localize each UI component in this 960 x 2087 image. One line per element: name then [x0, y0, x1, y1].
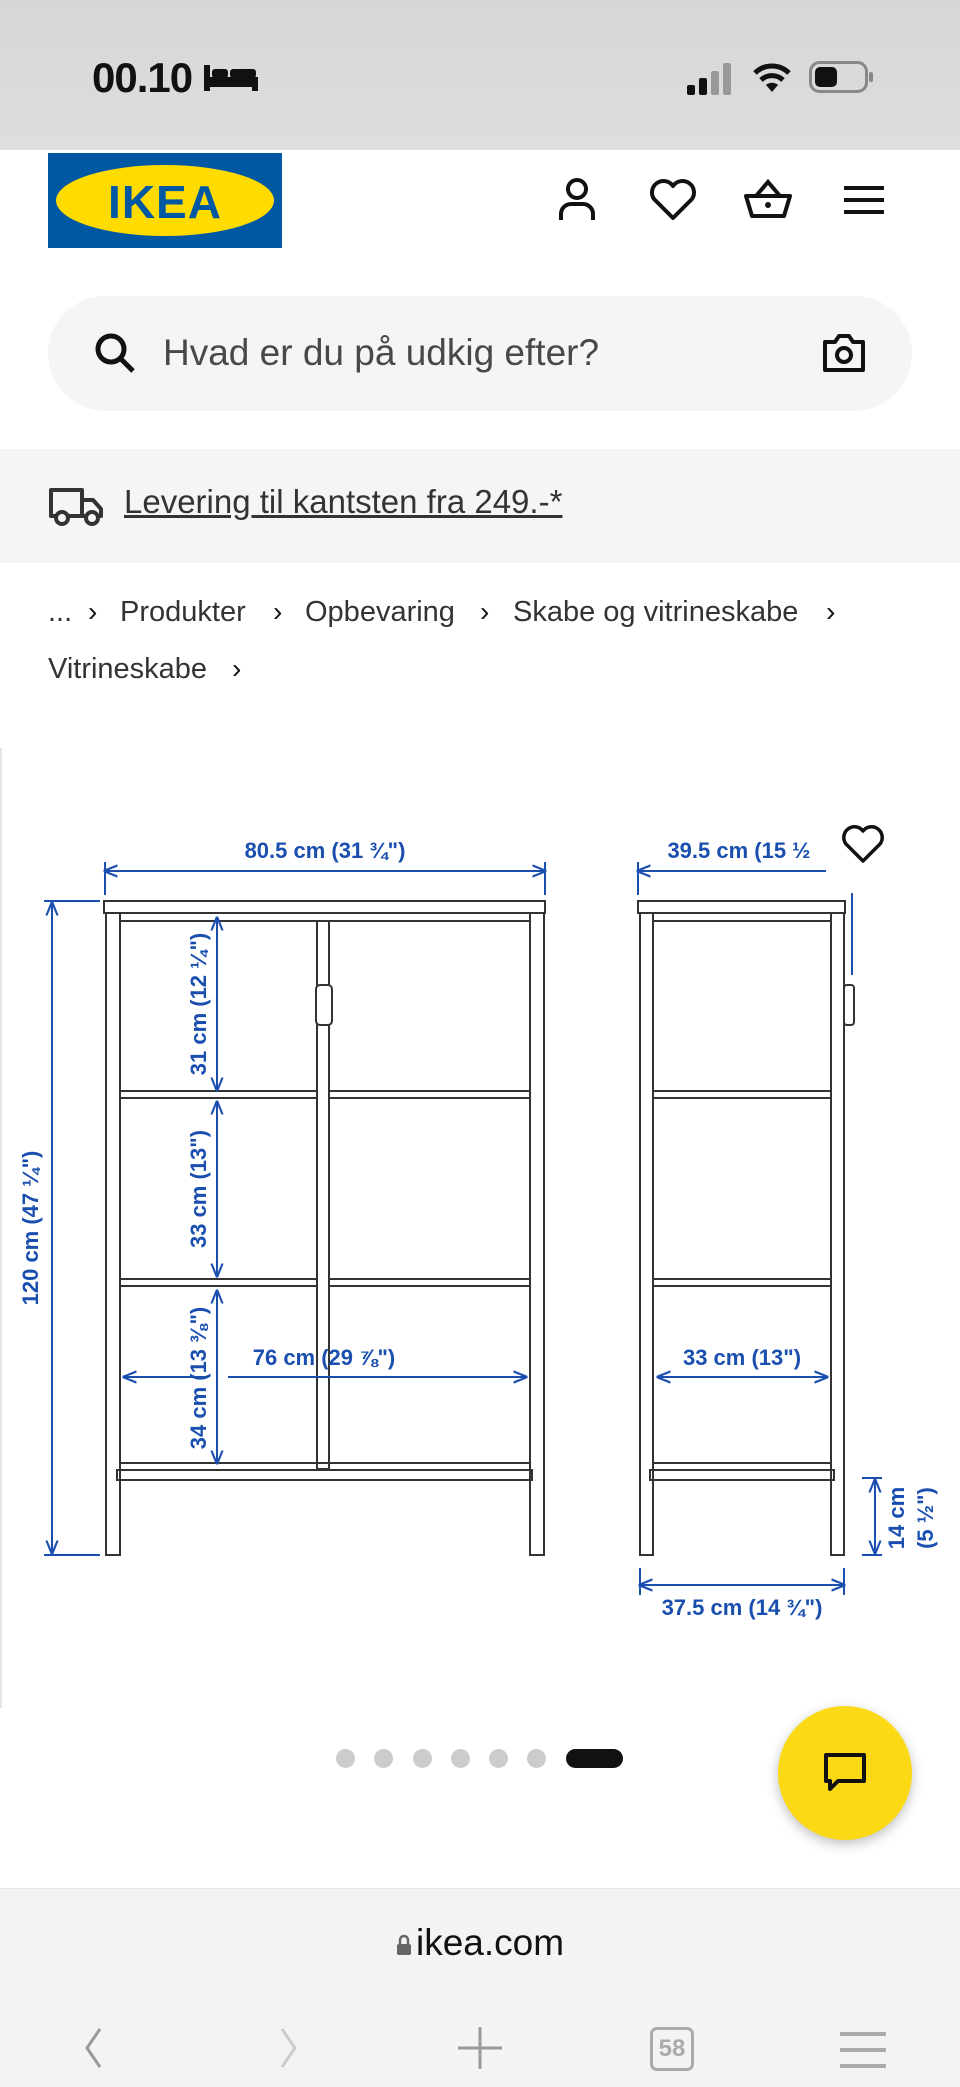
label-base-depth: 37.5 cm (14 ¾") — [661, 1595, 823, 1620]
label-shelf-1: 31 cm (12 ¼") — [186, 932, 211, 1076]
carousel-dot-active[interactable] — [566, 1749, 623, 1768]
label-shelf-2: 33 cm (13") — [186, 1129, 211, 1249]
breadcrumb-separator: › — [273, 596, 283, 627]
cabinet-front-drawing — [104, 901, 545, 1555]
forward-icon[interactable] — [274, 2025, 304, 2071]
breadcrumb-item[interactable]: Produkter — [120, 596, 246, 628]
breadcrumb-separator: › — [88, 596, 98, 627]
label-inner-depth: 33 cm (13") — [682, 1345, 802, 1370]
breadcrumb-item[interactable]: Skabe og vitrineskabe — [513, 596, 799, 628]
carousel-dot[interactable] — [336, 1749, 355, 1768]
label-shelf-3: 34 cm (13 ⅜") — [186, 1306, 211, 1450]
breadcrumb-item[interactable]: Vitrineskabe — [48, 653, 208, 685]
carousel-dot[interactable] — [451, 1749, 470, 1768]
url-text: ikea.com — [415, 1922, 565, 1963]
lock-icon — [396, 1934, 412, 1956]
label-leg-height-cm: 14 cm — [884, 1486, 909, 1550]
breadcrumb-separator: › — [480, 596, 490, 627]
breadcrumb-separator: › — [826, 596, 836, 627]
new-tab-icon[interactable] — [456, 2025, 504, 2071]
breadcrumb-separator: › — [232, 653, 242, 684]
cabinet-side-drawing — [638, 901, 854, 1555]
clock: 00.10 — [92, 54, 193, 101]
carousel-dot[interactable] — [413, 1749, 432, 1768]
browser-menu-icon[interactable] — [838, 2030, 888, 2070]
ikea-logo[interactable]: IKEA — [48, 153, 282, 248]
breadcrumb-item[interactable]: Opbevaring — [305, 596, 455, 628]
delivery-link[interactable]: Levering til kantsten fra 249.-* — [124, 483, 563, 520]
back-icon[interactable] — [78, 2025, 108, 2071]
chat-button[interactable] — [778, 1706, 912, 1840]
label-leg-height-in: (5 ½") — [913, 1487, 938, 1549]
carousel-dot[interactable] — [489, 1749, 508, 1768]
search-placeholder: Hvad er du på udkig efter? — [163, 332, 600, 373]
carousel-dot[interactable] — [374, 1749, 393, 1768]
label-height: 120 cm (47 ¼") — [18, 1150, 43, 1306]
tabs-button[interactable]: 58 — [650, 2027, 694, 2071]
label-front-width: 80.5 cm (31 ¾") — [244, 838, 406, 863]
label-inner-width: 76 cm (29 ⅞") — [252, 1345, 396, 1370]
carousel-dot[interactable] — [527, 1749, 546, 1768]
address-bar[interactable] — [0, 1922, 960, 1964]
chat-icon — [822, 1750, 868, 1796]
label-side-depth: 39.5 cm (15 ½ — [667, 838, 811, 863]
breadcrumb-item[interactable]: ... — [48, 596, 73, 628]
favorite-heart-icon[interactable] — [841, 823, 885, 865]
